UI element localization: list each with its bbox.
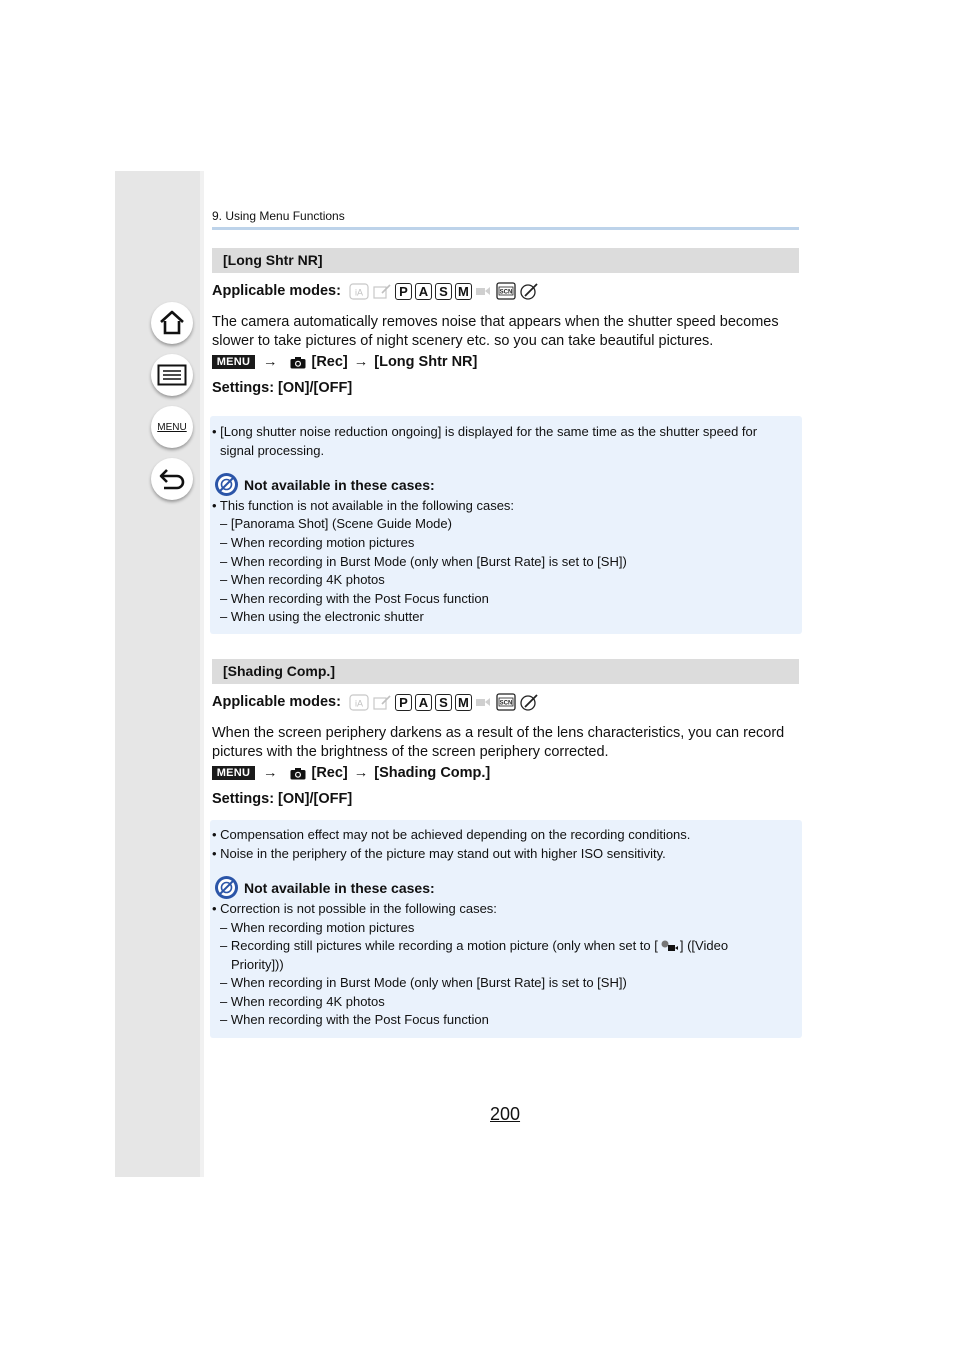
back-button[interactable]	[151, 458, 193, 500]
not-available-title: Not available in these cases:	[244, 476, 435, 493]
na-item: – When recording with the Post Focus function	[220, 1012, 489, 1027]
scene-guide-mode-icon	[496, 282, 516, 300]
note-text: • Noise in the periphery of the picture may stand out with higher ISO sensitivity.	[212, 846, 666, 861]
not-available-heading	[214, 875, 435, 900]
menu-path	[212, 765, 490, 781]
na-item-continuation: Priority]))	[231, 957, 284, 972]
na-item: – When recording motion pictures	[220, 920, 415, 935]
not-available-icon	[214, 875, 239, 900]
creative-control-mode-icon	[372, 283, 392, 300]
na-item: – When recording with the Post Focus function	[220, 591, 489, 606]
na-item: – When using the electronic shutter	[220, 609, 424, 624]
applicable-modes	[212, 280, 542, 302]
scn-glyph: SCN	[499, 289, 513, 296]
description-line-1: The camera automatically removes noise that appears when the shutter speed becomes	[212, 314, 779, 330]
not-available-heading	[214, 472, 435, 497]
menu-path-item: [Long Shtr NR]	[374, 354, 478, 370]
creative-video-mode-icon	[475, 284, 493, 298]
section-title-bar	[212, 248, 799, 273]
creative-control-active-icon	[519, 693, 539, 711]
menu-badge: MENU	[212, 766, 255, 780]
na-item-text: – Recording still pictures while recording a motion picture (only when set to [	[220, 938, 658, 953]
shutter-priority-mode-icon: S	[435, 694, 452, 711]
camera-icon	[290, 356, 306, 369]
manual-mode-icon: M	[455, 694, 472, 711]
na-intro: • Correction is not possible in the following cases:	[212, 901, 497, 916]
na-item-text: ] ([Video	[679, 938, 729, 953]
home-icon	[158, 309, 186, 337]
na-item: – When recording in Burst Mode (only when [Burst Rate] is set to [SH])	[220, 554, 627, 569]
arrow: →	[263, 354, 278, 370]
menu-button-label: MENU	[157, 421, 187, 433]
description-line-2: slower to take pictures of night scenery etc. so you can take beautiful pictures.	[212, 333, 714, 349]
menu-badge: MENU	[212, 355, 255, 369]
na-item: – When recording 4K photos	[220, 572, 385, 587]
na-item	[220, 937, 728, 955]
note-text: signal processing.	[220, 443, 325, 458]
intelligent-auto-mode-icon	[349, 283, 369, 300]
list-icon	[157, 364, 187, 386]
aperture-priority-mode-icon: A	[415, 694, 432, 711]
camera-icon	[290, 767, 306, 780]
applicable-modes-label: Applicable modes:	[212, 283, 341, 299]
na-item: – When recording 4K photos	[220, 994, 385, 1009]
home-button[interactable]	[151, 302, 193, 344]
note-text: • Compensation effect may not be achieved depending on the recording conditions.	[212, 827, 691, 842]
note-text: • [Long shutter noise reduction ongoing] is displayed for the same time as the shutter speed for	[212, 424, 758, 439]
note-box	[210, 820, 802, 1038]
page-number[interactable]: 200	[490, 1104, 521, 1124]
arrow: →	[353, 354, 369, 370]
creative-control-mode-icon	[372, 694, 392, 711]
section-title-bar	[212, 659, 799, 684]
na-item: – When recording in Burst Mode (only when [Burst Rate] is set to [SH])	[220, 975, 627, 990]
program-ae-mode-icon: P	[395, 694, 412, 711]
creative-video-mode-icon	[475, 695, 493, 709]
menu-path-rec: [Rec]	[311, 354, 348, 370]
menu-button[interactable]	[151, 406, 193, 448]
applicable-modes	[212, 691, 542, 713]
description-line-1: When the screen periphery darkens as a result of the lens characteristics, you can record	[212, 725, 785, 741]
aperture-priority-mode-icon: A	[415, 283, 432, 300]
na-intro: • This function is not available in the following cases:	[212, 498, 515, 513]
header-rule	[212, 227, 799, 230]
arrow: →	[263, 765, 278, 781]
section-title: [Shading Comp.]	[223, 663, 335, 679]
video-priority-icon	[659, 939, 679, 953]
note-box	[210, 416, 802, 634]
back-arrow-icon	[158, 466, 186, 492]
section-title: [Long Shtr NR]	[223, 252, 323, 268]
settings-line: Settings: [ON]/[OFF]	[212, 380, 353, 396]
sidebar-edge	[200, 171, 204, 1177]
menu-path-rec: [Rec]	[311, 765, 348, 781]
arrow: →	[353, 765, 369, 781]
na-item: – When recording motion pictures	[220, 535, 415, 550]
description-line-2: pictures with the brightness of the screen periphery corrected.	[212, 744, 609, 760]
program-ae-mode-icon: P	[395, 283, 412, 300]
not-available-title: Not available in these cases:	[244, 879, 435, 896]
intelligent-auto-mode-icon	[349, 694, 369, 711]
menu-path	[212, 354, 477, 370]
shutter-priority-mode-icon: S	[435, 283, 452, 300]
not-available-icon	[214, 472, 239, 497]
ia-glyph: iA	[354, 287, 363, 297]
manual-mode-icon: M	[455, 283, 472, 300]
contents-button[interactable]	[151, 354, 193, 396]
creative-control-active-icon	[519, 282, 539, 300]
menu-path-item: [Shading Comp.]	[374, 765, 491, 781]
settings-line: Settings: [ON]/[OFF]	[212, 791, 353, 807]
scn-glyph: SCN	[499, 700, 513, 707]
applicable-modes-label: Applicable modes:	[212, 694, 341, 710]
na-item: – [Panorama Shot] (Scene Guide Mode)	[220, 516, 452, 531]
breadcrumb: 9. Using Menu Functions	[212, 209, 345, 223]
scene-guide-mode-icon	[496, 693, 516, 711]
ia-glyph: iA	[354, 698, 363, 708]
